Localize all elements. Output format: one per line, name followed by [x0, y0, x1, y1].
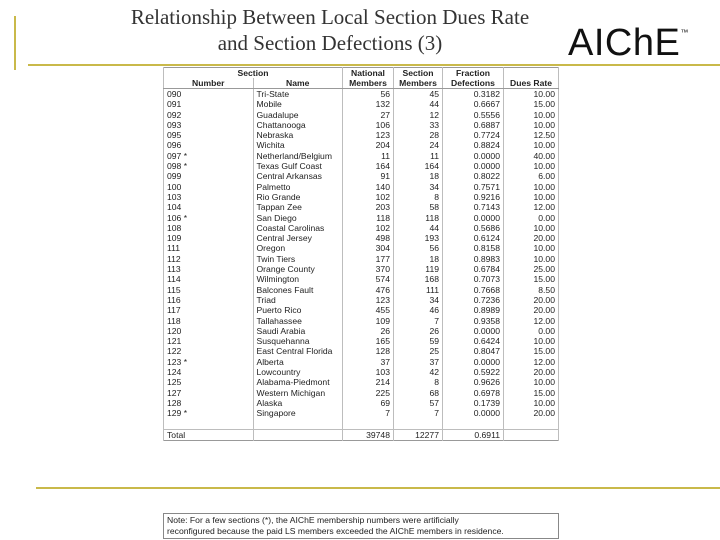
dues-rate: 20.00 [504, 233, 559, 243]
dues-rate: 10.00 [504, 110, 559, 120]
fraction-defections: 0.7143 [443, 202, 504, 212]
table-body [164, 89, 559, 419]
dues-rate: 10.00 [504, 192, 559, 202]
section-members: 24 [394, 140, 443, 150]
section-number: 097 * [164, 151, 254, 161]
section-number: 112 [164, 254, 254, 264]
section-members: 44 [394, 99, 443, 109]
section-number: 095 [164, 130, 254, 140]
dues-rate: 10.00 [504, 182, 559, 192]
table-row [164, 326, 559, 336]
dues-rate: 15.00 [504, 388, 559, 398]
header-number: Number [164, 78, 254, 89]
national-members: 106 [343, 120, 394, 130]
section-members: 46 [394, 305, 443, 315]
dues-rate: 12.00 [504, 202, 559, 212]
fraction-defections: 0.5922 [443, 367, 504, 377]
national-members: 164 [343, 161, 394, 171]
section-members: 44 [394, 223, 443, 233]
total-national: 39748 [343, 429, 394, 440]
dues-rate: 20.00 [504, 305, 559, 315]
national-members: 476 [343, 285, 394, 295]
national-members: 118 [343, 213, 394, 223]
dues-rate: 0.00 [504, 326, 559, 336]
table-row [164, 295, 559, 305]
dues-defections-table [163, 67, 559, 441]
total-label: Total [164, 429, 254, 440]
section-name: Saudi Arabia [253, 326, 343, 336]
section-name: San Diego [253, 213, 343, 223]
fraction-defections: 0.6978 [443, 388, 504, 398]
header-name: Name [253, 78, 343, 89]
section-number: 099 [164, 171, 254, 181]
section-name: Lowcountry [253, 367, 343, 377]
fraction-defections: 0.3182 [443, 89, 504, 100]
table-row [164, 398, 559, 408]
section-number: 114 [164, 274, 254, 284]
section-members: 164 [394, 161, 443, 171]
fraction-defections: 0.0000 [443, 161, 504, 171]
section-members: 111 [394, 285, 443, 295]
table-spacer-row [164, 419, 559, 430]
section-members: 58 [394, 202, 443, 212]
national-members: 91 [343, 171, 394, 181]
section-number: 098 * [164, 161, 254, 171]
fraction-defections: 0.6667 [443, 99, 504, 109]
table-row [164, 151, 559, 161]
section-number: 106 * [164, 213, 254, 223]
national-members: 177 [343, 254, 394, 264]
section-name: Palmetto [253, 182, 343, 192]
dues-rate: 20.00 [504, 408, 559, 418]
section-name: Puerto Rico [253, 305, 343, 315]
section-number: 096 [164, 140, 254, 150]
section-name: Central Jersey [253, 233, 343, 243]
fraction-defections: 0.1739 [443, 398, 504, 408]
section-number: 117 [164, 305, 254, 315]
section-members: 7 [394, 408, 443, 418]
dues-rate: 12.50 [504, 130, 559, 140]
table-row [164, 99, 559, 109]
national-members: 102 [343, 192, 394, 202]
fraction-defections: 0.0000 [443, 408, 504, 418]
logo-trademark: ™ [680, 28, 689, 37]
section-name: Tri-State [253, 89, 343, 100]
section-number: 093 [164, 120, 254, 130]
section-name: Balcones Fault [253, 285, 343, 295]
slide-title [70, 4, 590, 56]
section-number: 108 [164, 223, 254, 233]
section-members: 33 [394, 120, 443, 130]
table-row [164, 264, 559, 274]
section-number: 120 [164, 326, 254, 336]
section-name: Netherland/Belgium [253, 151, 343, 161]
table-row [164, 213, 559, 223]
national-members: 370 [343, 264, 394, 274]
table-row [164, 120, 559, 130]
total-fraction: 0.6911 [443, 429, 504, 440]
section-members: 57 [394, 398, 443, 408]
section-name: Rio Grande [253, 192, 343, 202]
section-members: 119 [394, 264, 443, 274]
national-members: 123 [343, 130, 394, 140]
table-row [164, 408, 559, 418]
table-row [164, 223, 559, 233]
section-members: 168 [394, 274, 443, 284]
footnote-line-2: reconfigured because the paid LS members exceeded the AIChE members in residence. [167, 526, 504, 536]
table-row [164, 285, 559, 295]
dues-rate: 10.00 [504, 377, 559, 387]
national-members: 11 [343, 151, 394, 161]
section-name: Oregon [253, 243, 343, 253]
table-row [164, 243, 559, 253]
section-name: East Central Florida [253, 346, 343, 356]
dues-rate: 10.00 [504, 243, 559, 253]
fraction-defections: 0.7236 [443, 295, 504, 305]
national-members: 69 [343, 398, 394, 408]
section-members: 7 [394, 316, 443, 326]
table-total-row [164, 429, 559, 440]
dues-rate: 10.00 [504, 223, 559, 233]
fraction-defections: 0.7668 [443, 285, 504, 295]
dues-rate: 0.00 [504, 213, 559, 223]
national-members: 204 [343, 140, 394, 150]
fraction-defections: 0.7073 [443, 274, 504, 284]
section-members: 37 [394, 357, 443, 367]
section-name: Western Michigan [253, 388, 343, 398]
section-number: 115 [164, 285, 254, 295]
section-number: 122 [164, 346, 254, 356]
section-members: 68 [394, 388, 443, 398]
fraction-defections: 0.5686 [443, 223, 504, 233]
section-number: 128 [164, 398, 254, 408]
dues-rate: 10.00 [504, 120, 559, 130]
title-line-2: and Section Defections (3) [217, 31, 443, 55]
section-members: 34 [394, 295, 443, 305]
fraction-defections: 0.8158 [443, 243, 504, 253]
footnote-box [163, 513, 559, 539]
section-members: 11 [394, 151, 443, 161]
national-members: 26 [343, 326, 394, 336]
accent-bottom-rule [36, 487, 720, 489]
national-members: 214 [343, 377, 394, 387]
national-members: 37 [343, 357, 394, 367]
section-name: Orange County [253, 264, 343, 274]
section-name: Twin Tiers [253, 254, 343, 264]
fraction-defections: 0.6124 [443, 233, 504, 243]
dues-rate: 15.00 [504, 99, 559, 109]
section-number: 121 [164, 336, 254, 346]
section-name: Wichita [253, 140, 343, 150]
national-members: 109 [343, 316, 394, 326]
fraction-defections: 0.6784 [443, 264, 504, 274]
section-name: Susquehanna [253, 336, 343, 346]
header-fraction-line2: Defections [443, 78, 504, 89]
national-members: 455 [343, 305, 394, 315]
section-name: Guadalupe [253, 110, 343, 120]
table-row [164, 377, 559, 387]
section-number: 090 [164, 89, 254, 100]
section-name: Texas Gulf Coast [253, 161, 343, 171]
section-number: 100 [164, 182, 254, 192]
footnote-line-1: Note: For a few sections (*), the AIChE membership numbers were artificially [167, 515, 459, 525]
accent-vertical-line [14, 16, 16, 70]
section-members: 18 [394, 254, 443, 264]
section-number: 111 [164, 243, 254, 253]
section-members: 59 [394, 336, 443, 346]
section-members: 18 [394, 171, 443, 181]
fraction-defections: 0.0000 [443, 326, 504, 336]
section-number: 127 [164, 388, 254, 398]
table-header-row-1 [164, 68, 559, 79]
dues-rate: 10.00 [504, 89, 559, 100]
national-members: 165 [343, 336, 394, 346]
table-header-row-2 [164, 78, 559, 89]
table-row [164, 130, 559, 140]
header-section-line2: Members [394, 78, 443, 89]
fraction-defections: 0.8022 [443, 171, 504, 181]
fraction-defections: 0.9626 [443, 377, 504, 387]
table-row [164, 171, 559, 181]
section-number: 092 [164, 110, 254, 120]
section-members: 25 [394, 346, 443, 356]
national-members: 574 [343, 274, 394, 284]
national-members: 27 [343, 110, 394, 120]
title-line-1: Relationship Between Local Section Dues Rate [130, 5, 530, 29]
section-name: Chattanooga [253, 120, 343, 130]
table-row [164, 202, 559, 212]
section-name: Central Arkansas [253, 171, 343, 181]
table-row [164, 274, 559, 284]
section-number: 116 [164, 295, 254, 305]
dues-rate: 10.00 [504, 254, 559, 264]
header-section-group: Section [164, 68, 343, 79]
table-row [164, 346, 559, 356]
section-number: 118 [164, 316, 254, 326]
table-row [164, 182, 559, 192]
table-row [164, 161, 559, 171]
table-row [164, 254, 559, 264]
dues-rate: 10.00 [504, 140, 559, 150]
section-members: 26 [394, 326, 443, 336]
dues-rate: 10.00 [504, 398, 559, 408]
section-name: Tallahassee [253, 316, 343, 326]
fraction-defections: 0.7571 [443, 182, 504, 192]
header-dues-empty [504, 68, 559, 79]
fraction-defections: 0.0000 [443, 213, 504, 223]
section-members: 118 [394, 213, 443, 223]
table-row [164, 305, 559, 315]
header-fraction-line1: Fraction [443, 68, 504, 79]
national-members: 103 [343, 367, 394, 377]
table-row [164, 233, 559, 243]
national-members: 56 [343, 89, 394, 100]
dues-rate: 15.00 [504, 274, 559, 284]
section-members: 42 [394, 367, 443, 377]
fraction-defections: 0.0000 [443, 357, 504, 367]
section-name: Nebraska [253, 130, 343, 140]
total-section: 12277 [394, 429, 443, 440]
fraction-defections: 0.6424 [443, 336, 504, 346]
section-number: 124 [164, 367, 254, 377]
dues-rate: 15.00 [504, 346, 559, 356]
section-number: 104 [164, 202, 254, 212]
section-members: 193 [394, 233, 443, 243]
fraction-defections: 0.0000 [443, 151, 504, 161]
table-row [164, 367, 559, 377]
national-members: 128 [343, 346, 394, 356]
national-members: 304 [343, 243, 394, 253]
header-section-line1: Section [394, 68, 443, 79]
section-members: 8 [394, 192, 443, 202]
national-members: 203 [343, 202, 394, 212]
national-members: 123 [343, 295, 394, 305]
section-number: 091 [164, 99, 254, 109]
table-row [164, 336, 559, 346]
dues-rate: 25.00 [504, 264, 559, 274]
section-number: 123 * [164, 357, 254, 367]
national-members: 225 [343, 388, 394, 398]
table-row [164, 110, 559, 120]
national-members: 7 [343, 408, 394, 418]
dues-rate: 40.00 [504, 151, 559, 161]
section-members: 8 [394, 377, 443, 387]
section-number: 109 [164, 233, 254, 243]
dues-rate: 12.00 [504, 316, 559, 326]
aiche-logo [568, 22, 689, 65]
fraction-defections: 0.8989 [443, 305, 504, 315]
table-row [164, 89, 559, 100]
dues-rate: 12.00 [504, 357, 559, 367]
section-name: Tappan Zee [253, 202, 343, 212]
dues-rate: 6.00 [504, 171, 559, 181]
fraction-defections: 0.5556 [443, 110, 504, 120]
section-name: Wilmington [253, 274, 343, 284]
dues-rate: 8.50 [504, 285, 559, 295]
section-name: Alabama-Piedmont [253, 377, 343, 387]
fraction-defections: 0.8983 [443, 254, 504, 264]
section-number: 113 [164, 264, 254, 274]
national-members: 102 [343, 223, 394, 233]
fraction-defections: 0.8047 [443, 346, 504, 356]
section-number: 103 [164, 192, 254, 202]
section-name: Singapore [253, 408, 343, 418]
section-members: 45 [394, 89, 443, 100]
header-national-line1: National [343, 68, 394, 79]
table-row [164, 140, 559, 150]
section-members: 28 [394, 130, 443, 140]
section-members: 56 [394, 243, 443, 253]
national-members: 498 [343, 233, 394, 243]
header-dues-rate: Dues Rate [504, 78, 559, 89]
dues-rate: 20.00 [504, 367, 559, 377]
fraction-defections: 0.6887 [443, 120, 504, 130]
section-members: 12 [394, 110, 443, 120]
header-national-line2: Members [343, 78, 394, 89]
fraction-defections: 0.8824 [443, 140, 504, 150]
table-row [164, 357, 559, 367]
dues-rate: 20.00 [504, 295, 559, 305]
dues-rate: 10.00 [504, 336, 559, 346]
section-name: Mobile [253, 99, 343, 109]
section-name: Triad [253, 295, 343, 305]
fraction-defections: 0.9216 [443, 192, 504, 202]
section-members: 34 [394, 182, 443, 192]
table-row [164, 388, 559, 398]
section-name: Alaska [253, 398, 343, 408]
dues-rate: 10.00 [504, 161, 559, 171]
logo-text: AIChE [568, 22, 681, 64]
table-row [164, 192, 559, 202]
national-members: 140 [343, 182, 394, 192]
section-name: Coastal Carolinas [253, 223, 343, 233]
table-row [164, 316, 559, 326]
section-name: Alberta [253, 357, 343, 367]
national-members: 132 [343, 99, 394, 109]
fraction-defections: 0.9358 [443, 316, 504, 326]
dues-table-container [163, 67, 559, 441]
section-number: 125 [164, 377, 254, 387]
section-number: 129 * [164, 408, 254, 418]
fraction-defections: 0.7724 [443, 130, 504, 140]
